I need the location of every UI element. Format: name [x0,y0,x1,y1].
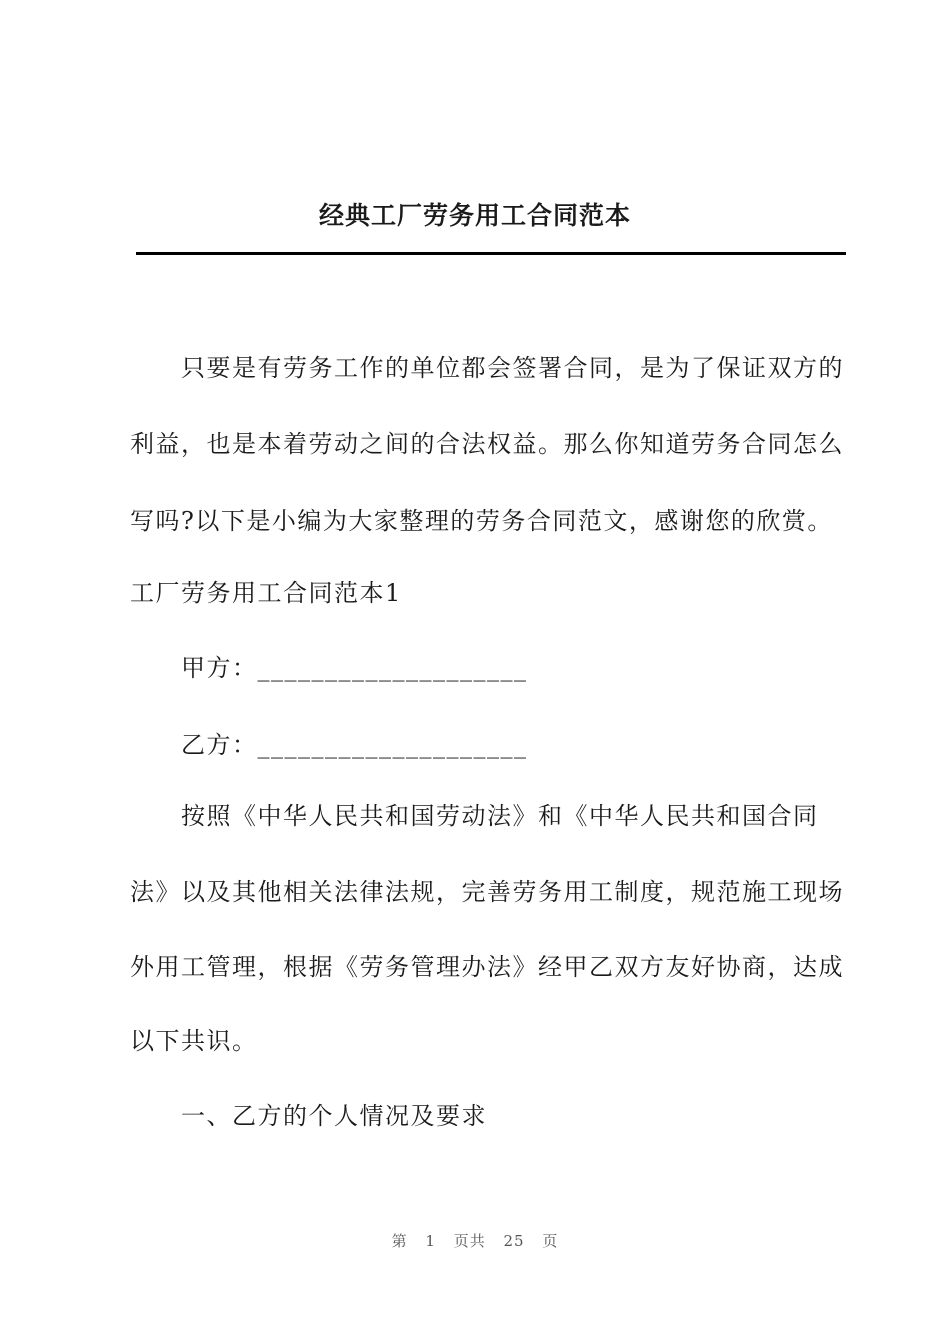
footer-prefix: 第 [391,1232,408,1250]
paragraph-basis-line-3: 外用工管理，根据《劳务管理办法》经甲乙双方友好协商，达成 [130,953,844,981]
footer-suffix: 页 [542,1232,559,1250]
paragraph-basis-line-4: 以下共识。 [130,1027,258,1055]
title-underline-rule [136,252,846,255]
paragraph-intro-line-1: 只要是有劳务工作的单位都会签署合同，是为了保证双方的 [181,354,844,382]
section-heading-contract-1: 工厂劳务用工合同范本1 [130,579,402,607]
paragraph-basis-line-2: 法》以及其他相关法律法规，完善劳务用工制度，规范施工现场 [130,878,844,906]
page-footer [0,1230,950,1251]
paragraph-intro-line-3: 写吗?以下是小编为大家整理的劳务合同范文，感谢您的欣赏。 [130,507,833,535]
paragraph-basis-line-1: 按照《中华人民共和国劳动法》和《中华人民共和国合同 [181,802,819,830]
footer-current-page: 1 [425,1232,436,1250]
footer-middle: 页共 [453,1232,486,1250]
party-b-line: 乙方：____________________ [181,731,528,759]
paragraph-intro-line-2: 利益，也是本着劳动之间的合法权益。那么你知道劳务合同怎么 [130,430,844,458]
party-a-line: 甲方：____________________ [181,654,528,682]
footer-total-pages: 25 [503,1232,525,1250]
section-heading-party-b-info: 一、乙方的个人情况及要求 [181,1102,487,1130]
document-title: 经典工厂劳务用工合同范本 [318,201,631,230]
